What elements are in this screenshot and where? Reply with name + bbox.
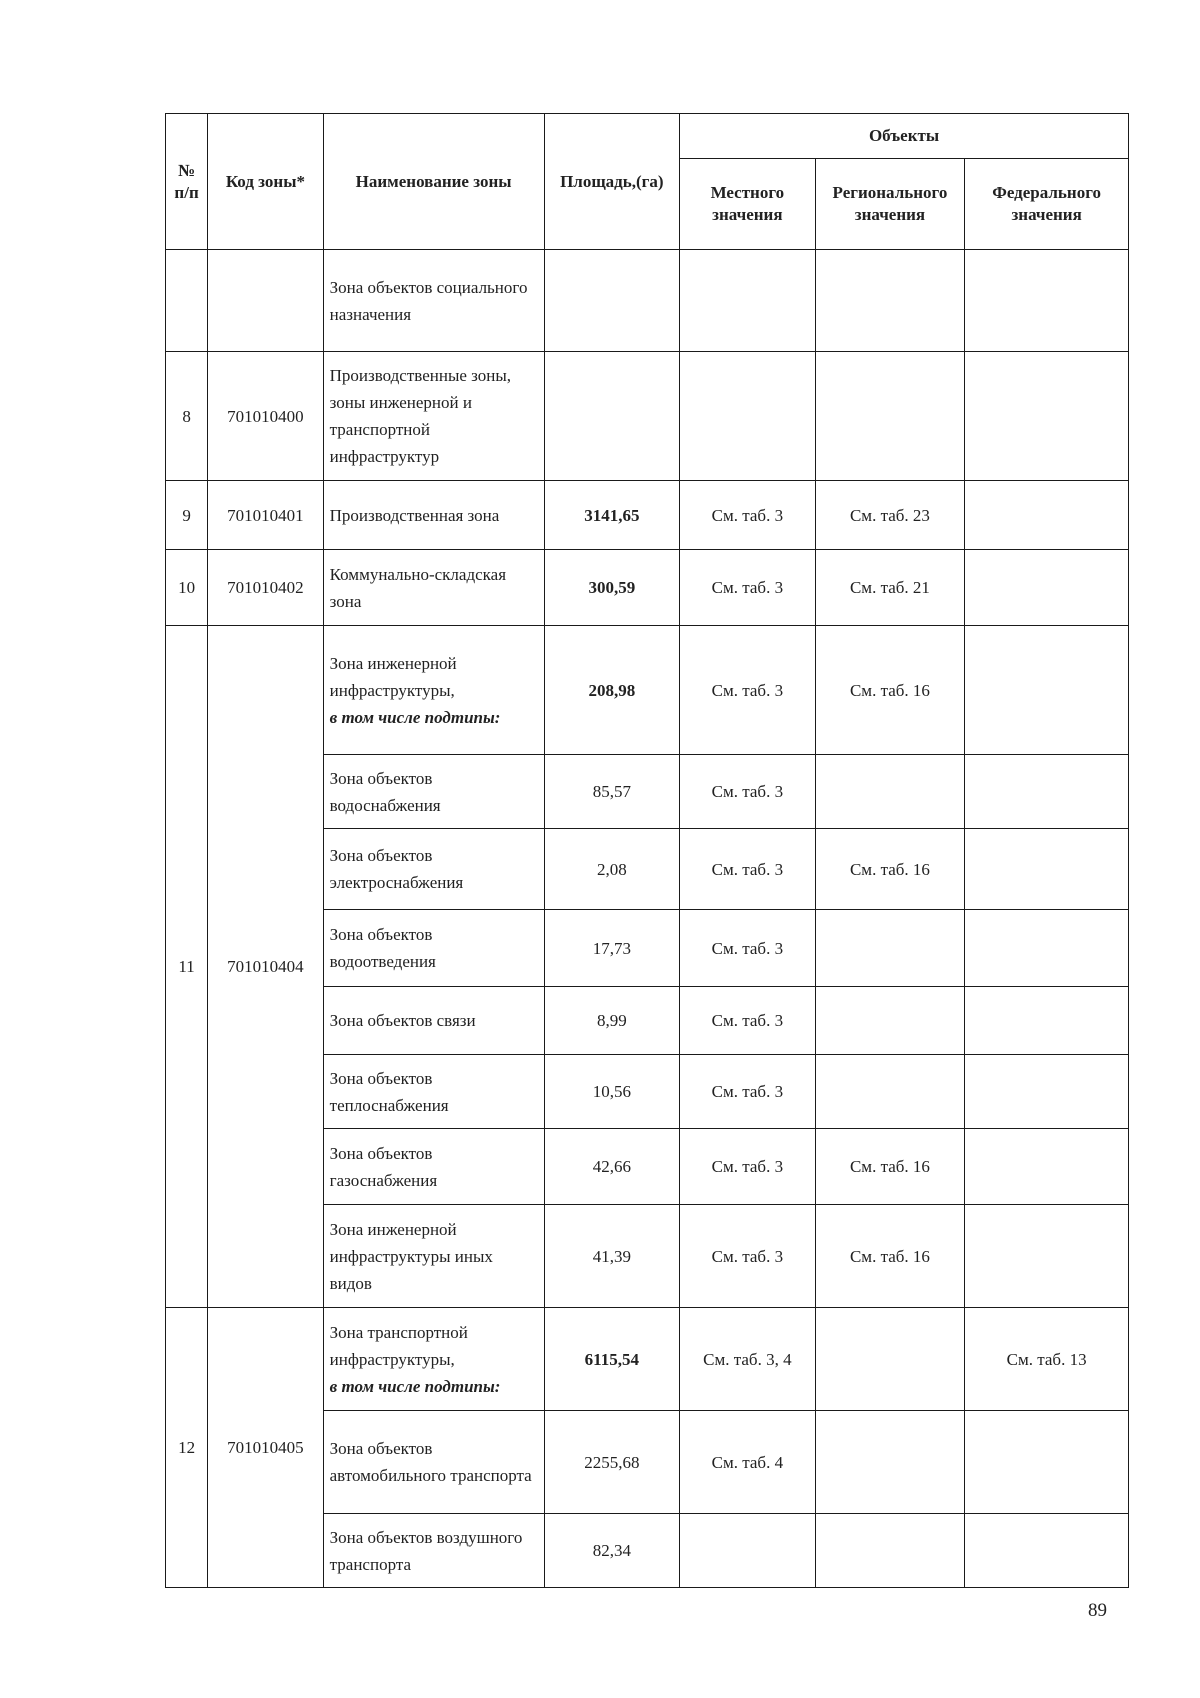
cell-name: Зона инженерной инфраструктуры иных видов — [323, 1205, 544, 1308]
cell-federal — [965, 550, 1129, 626]
cell-regional — [815, 755, 965, 829]
cell-regional — [815, 910, 965, 987]
cell-area: 17,73 — [544, 910, 680, 987]
cell-code: 701010404 — [208, 626, 323, 1308]
cell-regional: См. таб. 16 — [815, 626, 965, 755]
cell-regional — [815, 987, 965, 1055]
cell-name: Производственные зоны, зоны инженерной и транспортной инфраструктур — [323, 352, 544, 481]
cell-num: 9 — [166, 481, 208, 550]
cell-name: Производственная зона — [323, 481, 544, 550]
cell-name — [323, 626, 544, 755]
header-regional: Регионального значения — [815, 159, 965, 250]
cell-area: 208,98 — [544, 626, 680, 755]
header-code: Код зоны* — [208, 114, 323, 250]
cell-federal — [965, 481, 1129, 550]
cell-code: 701010405 — [208, 1308, 323, 1588]
cell-name: Зона объектов связи — [323, 987, 544, 1055]
cell-federal — [965, 626, 1129, 755]
cell-area: 42,66 — [544, 1129, 680, 1205]
cell-regional — [815, 1055, 965, 1129]
cell-num: 11 — [166, 626, 208, 1308]
cell-num: 8 — [166, 352, 208, 481]
cell-federal: См. таб. 13 — [965, 1308, 1129, 1411]
cell-name: Зона объектов воздушного транспорта — [323, 1514, 544, 1588]
cell-regional — [815, 250, 965, 352]
cell-regional: См. таб. 16 — [815, 829, 965, 910]
header-area: Площадь,(га) — [544, 114, 680, 250]
cell-area: 300,59 — [544, 550, 680, 626]
header-local: Местного значения — [680, 159, 816, 250]
cell-regional: См. таб. 23 — [815, 481, 965, 550]
table-row — [166, 626, 1129, 755]
header-objects: Объекты — [680, 114, 1129, 159]
table-row — [166, 1308, 1129, 1411]
cell-area: 41,39 — [544, 1205, 680, 1308]
cell-local: См. таб. 3 — [680, 910, 816, 987]
cell-area — [544, 352, 680, 481]
cell-local: См. таб. 3, 4 — [680, 1308, 816, 1411]
cell-area: 8,99 — [544, 987, 680, 1055]
cell-federal — [965, 250, 1129, 352]
zone-subtypes-note: в том числе подтипы: — [329, 1376, 501, 1396]
zone-name-text: Зона транспортной инфраструктуры, — [329, 1322, 468, 1369]
cell-regional: См. таб. 16 — [815, 1129, 965, 1205]
cell-local: См. таб. 3 — [680, 1129, 816, 1205]
cell-area: 10,56 — [544, 1055, 680, 1129]
cell-area: 85,57 — [544, 755, 680, 829]
cell-federal — [965, 352, 1129, 481]
table-row — [166, 352, 1129, 481]
cell-local: См. таб. 3 — [680, 550, 816, 626]
cell-local: См. таб. 3 — [680, 626, 816, 755]
cell-federal — [965, 1129, 1129, 1205]
cell-code: 701010402 — [208, 550, 323, 626]
table-row — [166, 550, 1129, 626]
cell-area: 3141,65 — [544, 481, 680, 550]
cell-regional: См. таб. 16 — [815, 1205, 965, 1308]
cell-name: Зона объектов автомобильного транспорта — [323, 1411, 544, 1514]
zone-subtypes-note: в том числе подтипы: — [329, 707, 501, 727]
header-row-top — [166, 114, 1129, 159]
cell-federal — [965, 987, 1129, 1055]
cell-federal — [965, 1055, 1129, 1129]
cell-regional — [815, 352, 965, 481]
cell-local — [680, 250, 816, 352]
cell-local: См. таб. 3 — [680, 1055, 816, 1129]
cell-federal — [965, 1411, 1129, 1514]
cell-federal — [965, 829, 1129, 910]
cell-name: Зона объектов газоснабжения — [323, 1129, 544, 1205]
zones-table — [165, 113, 1129, 1588]
cell-name — [323, 1308, 544, 1411]
cell-local: См. таб. 3 — [680, 987, 816, 1055]
cell-regional: См. таб. 21 — [815, 550, 965, 626]
cell-local — [680, 1514, 816, 1588]
cell-code: 701010400 — [208, 352, 323, 481]
header-num: № п/п — [166, 114, 208, 250]
header-name: Наименование зоны — [323, 114, 544, 250]
cell-area: 6115,54 — [544, 1308, 680, 1411]
cell-regional — [815, 1514, 965, 1588]
cell-name: Коммунально-складская зона — [323, 550, 544, 626]
cell-local: См. таб. 3 — [680, 481, 816, 550]
zone-name-text: Зона инженерной инфраструктуры, — [329, 653, 457, 700]
cell-area: 2255,68 — [544, 1411, 680, 1514]
cell-federal — [965, 910, 1129, 987]
header-federal: Федерального значения — [965, 159, 1129, 250]
cell-federal — [965, 755, 1129, 829]
cell-name: Зона объектов теплоснабжения — [323, 1055, 544, 1129]
page-number: 89 — [1088, 1600, 1107, 1621]
cell-local: См. таб. 3 — [680, 829, 816, 910]
cell-num — [166, 250, 208, 352]
cell-name: Зона объектов электроснабжения — [323, 829, 544, 910]
cell-local: См. таб. 3 — [680, 755, 816, 829]
cell-regional — [815, 1308, 965, 1411]
cell-code — [208, 250, 323, 352]
cell-area: 2,08 — [544, 829, 680, 910]
cell-num: 10 — [166, 550, 208, 626]
cell-area — [544, 250, 680, 352]
cell-regional — [815, 1411, 965, 1514]
cell-local — [680, 352, 816, 481]
cell-federal — [965, 1514, 1129, 1588]
table-row — [166, 481, 1129, 550]
table-row — [166, 250, 1129, 352]
cell-federal — [965, 1205, 1129, 1308]
cell-local: См. таб. 3 — [680, 1205, 816, 1308]
cell-name: Зона объектов социального назначения — [323, 250, 544, 352]
cell-area: 82,34 — [544, 1514, 680, 1588]
cell-num: 12 — [166, 1308, 208, 1588]
cell-local: См. таб. 4 — [680, 1411, 816, 1514]
cell-name: Зона объектов водоотведения — [323, 910, 544, 987]
cell-name: Зона объектов водоснабжения — [323, 755, 544, 829]
cell-code: 701010401 — [208, 481, 323, 550]
